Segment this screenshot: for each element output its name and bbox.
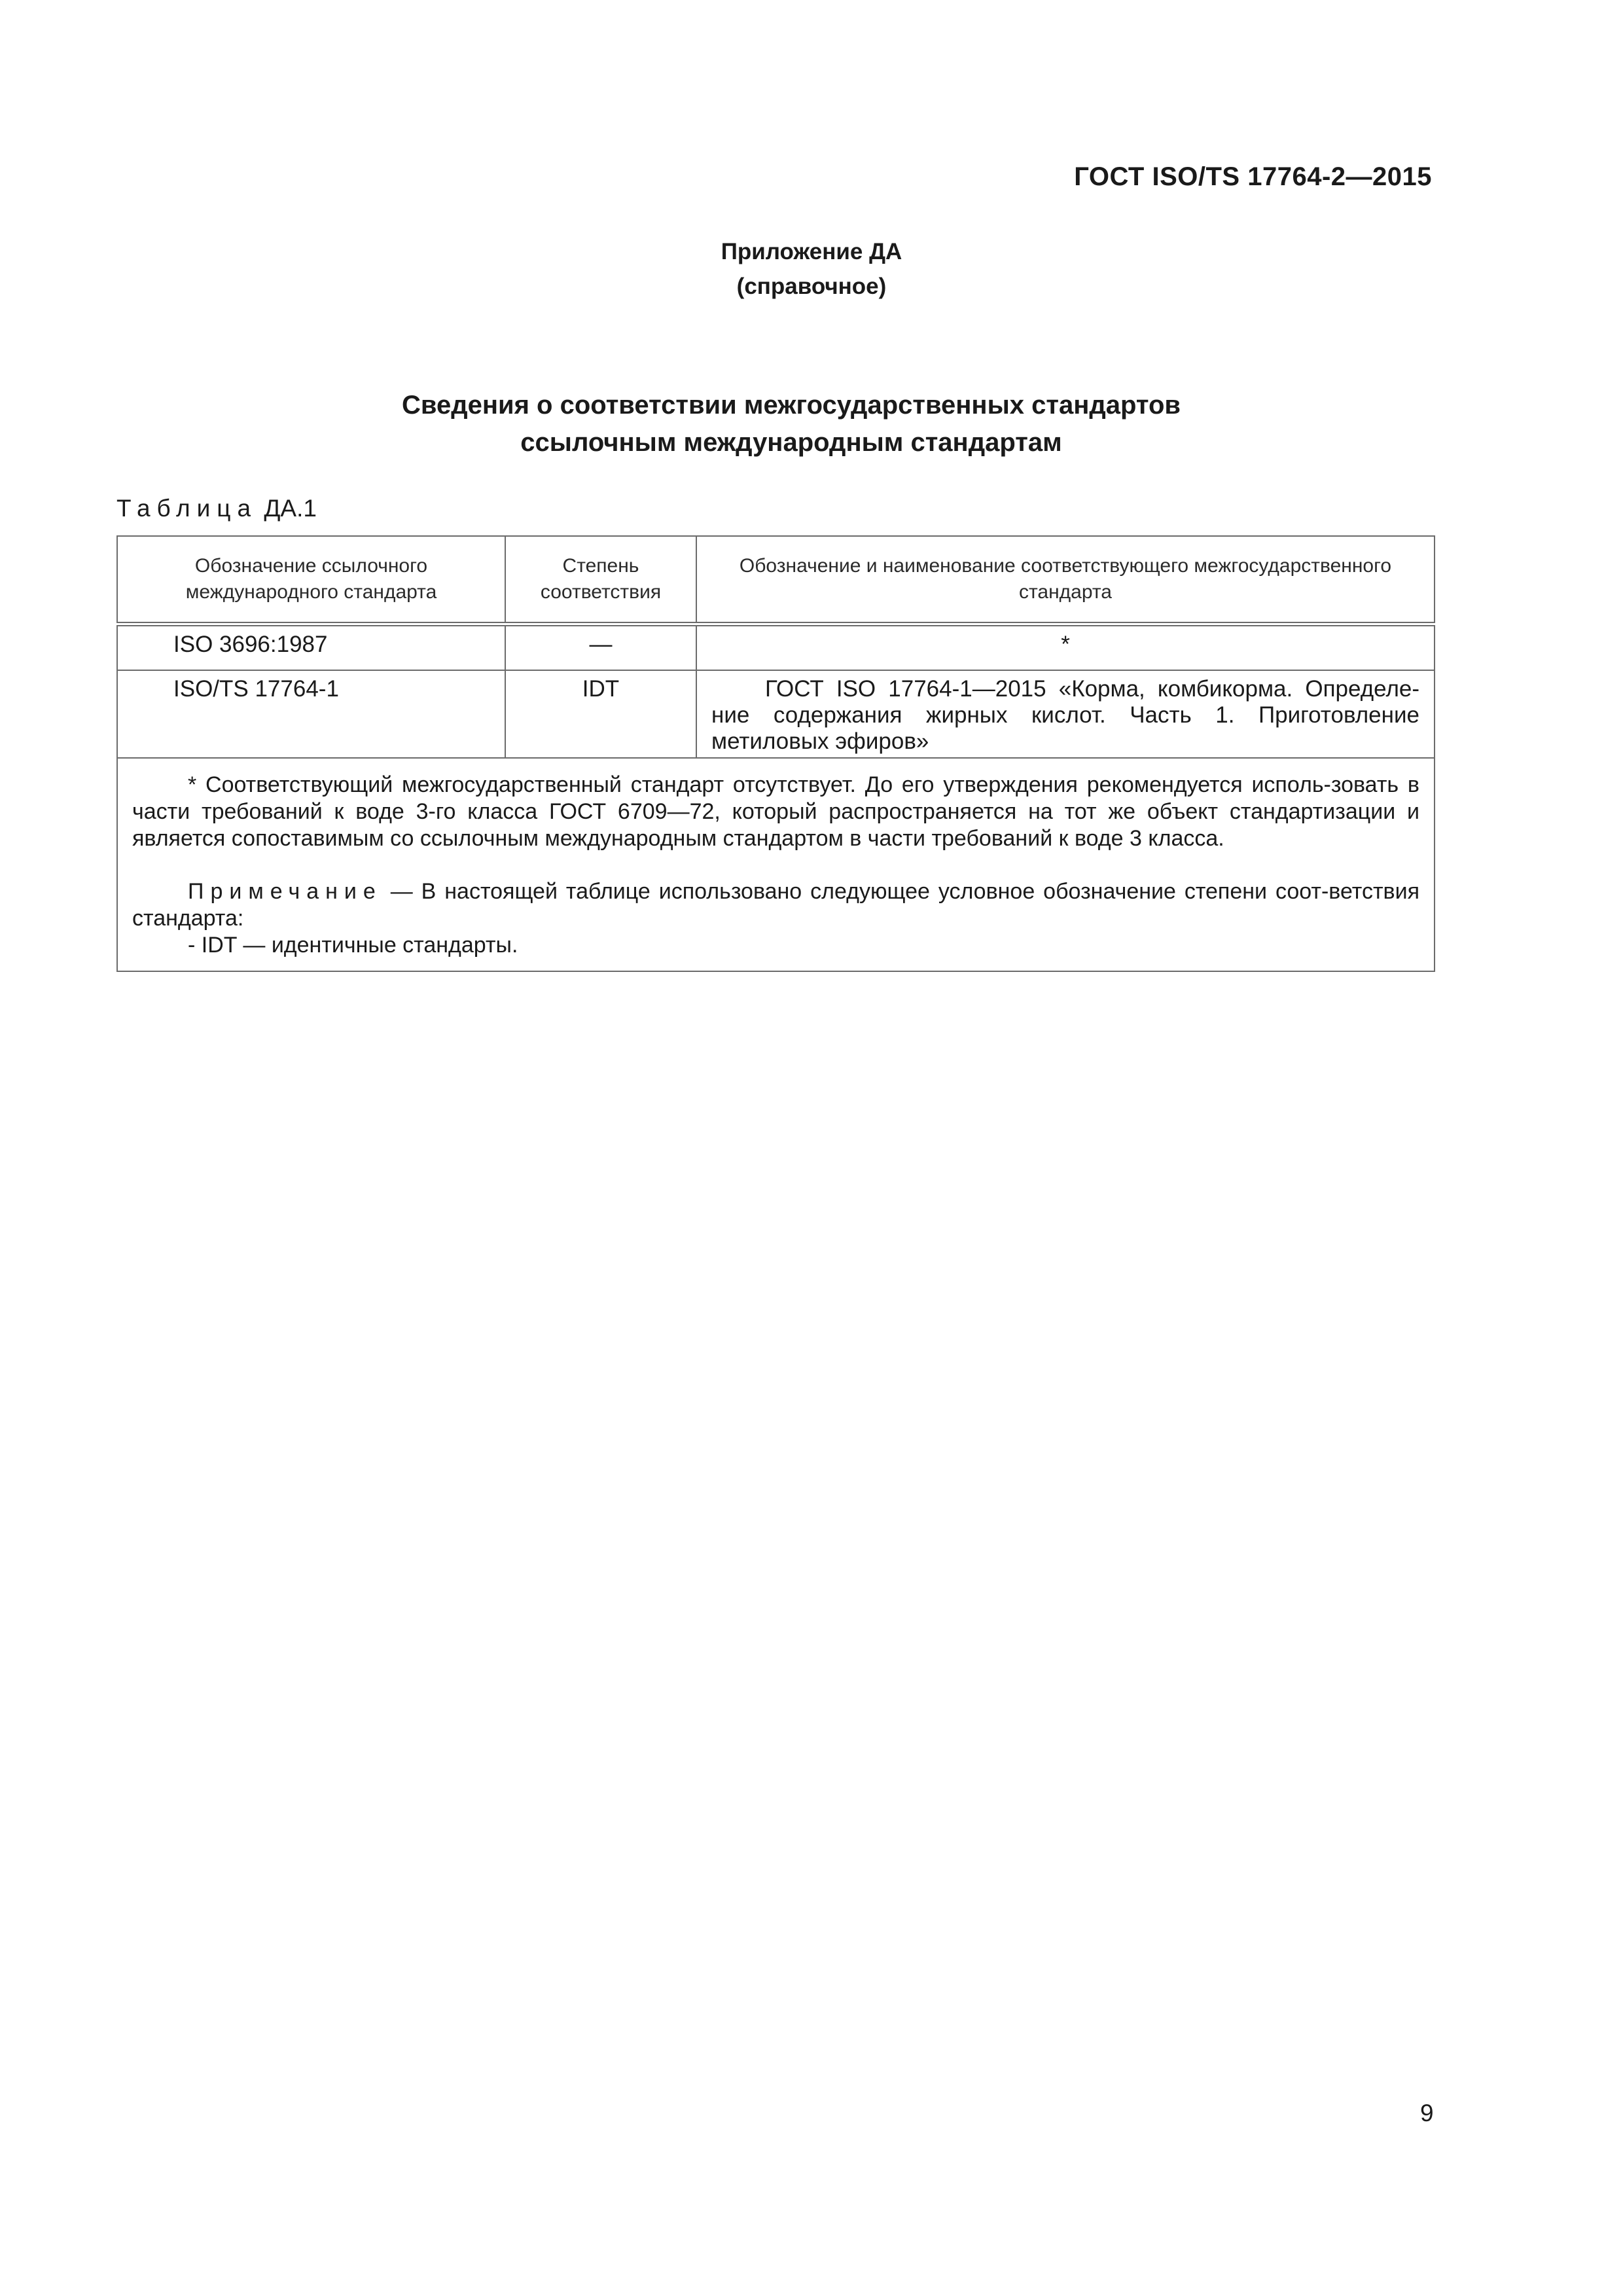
table-cell-interstate: * bbox=[696, 624, 1435, 671]
table-footnote: * Соответствующий межгосударственный стандарт отсутствует. До его утверждения рекомендуется исполь-зовать в части требований к воде 3-го класса ГОСТ 6709—72, который распространяется на тот же объект стандартизации и является сопоставимым со ссылочным международным стандартом в части требований к воде 3 класса. bbox=[132, 772, 1419, 851]
table-caption bbox=[116, 495, 317, 522]
table-cell-reference: ISO/TS 17764-1 bbox=[117, 670, 505, 758]
table-row bbox=[117, 624, 1435, 671]
table-notes-row bbox=[117, 758, 1435, 971]
header-reference-standard: Обозначение ссылочного международного стандарта bbox=[117, 536, 505, 624]
table-row bbox=[117, 670, 1435, 758]
table-cell-degree: — bbox=[505, 624, 696, 671]
table-cell-reference: ISO 3696:1987 bbox=[117, 624, 505, 671]
standard-code-header: ГОСТ ISO/TS 17764-2—2015 bbox=[1074, 162, 1432, 191]
table-notes-cell bbox=[117, 758, 1435, 971]
appendix-subtitle: (справочное) bbox=[736, 274, 887, 299]
header-degree-of-correspondence: Степень соответствия bbox=[505, 536, 696, 624]
correspondence-table bbox=[116, 535, 1435, 972]
note-label: Примечание bbox=[188, 879, 382, 904]
header-interstate-standard: Обозначение и наименование соответствующего межгосударственного стандарта bbox=[696, 536, 1435, 624]
document-title-line-2: ссылочным международным стандартам bbox=[520, 428, 1062, 457]
table-caption-label: Таблица bbox=[116, 495, 258, 522]
note-text: — В настоящей таблице использовано следующее условное обозначение степени соот-ветствия стандарта: bbox=[132, 879, 1419, 931]
table-note bbox=[132, 878, 1419, 932]
table-cell-interstate: ГОСТ ISO 17764-1—2015 «Корма, комбикорма. Определе-ние содержания жирных кислот. Часть 1. Приготовление метиловых эфиров» bbox=[696, 670, 1435, 758]
table-cell-degree: IDT bbox=[505, 670, 696, 758]
document-title bbox=[0, 387, 1582, 461]
appendix-title: Приложение ДА bbox=[721, 239, 902, 264]
note-list-item: - IDT — идентичные стандарты. bbox=[188, 933, 518, 958]
page-number: 9 bbox=[1420, 2100, 1434, 2126]
table-header-row bbox=[117, 536, 1435, 624]
document-title-line-1: Сведения о соответствии межгосударственных стандартов bbox=[402, 391, 1181, 420]
appendix-heading bbox=[0, 234, 1623, 304]
table-caption-number: ДА.1 bbox=[264, 495, 317, 522]
